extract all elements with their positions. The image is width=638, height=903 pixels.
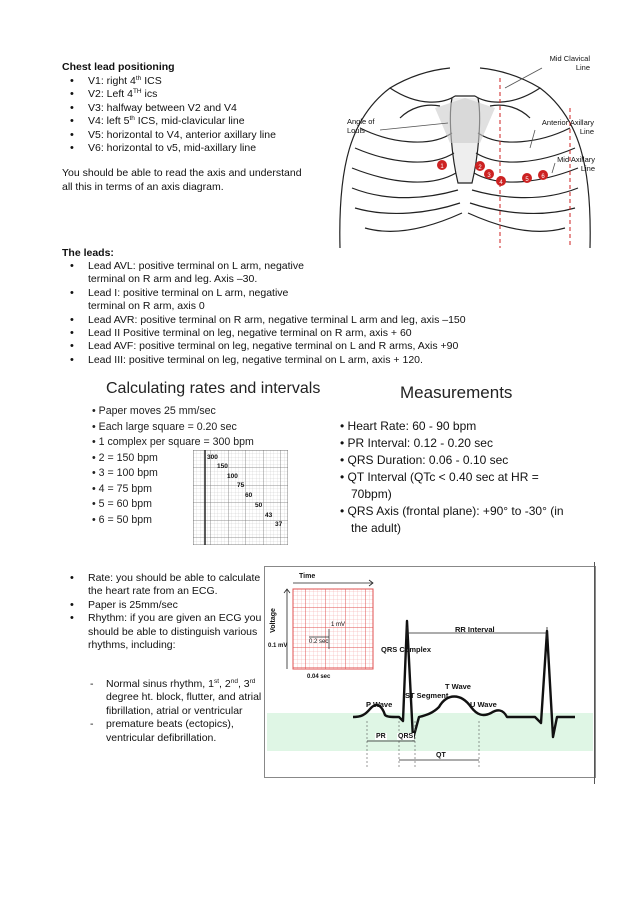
ecg-qrs-complex-label: QRS Complex [381, 645, 432, 654]
measurements-title: Measurements [400, 383, 513, 402]
ecg-svg [265, 567, 595, 777]
electrode-label: 6 [541, 174, 545, 180]
chest-diagram [330, 48, 600, 248]
bottom-item-rhythm: • Rhythm: if you are given an ECG you should be able to distinguish various rhythms, including: [62, 612, 262, 652]
ecg-time-label: Time [299, 573, 316, 580]
rates-title: Calculating rates and intervals [106, 380, 321, 397]
ecg-01mv-label: 0.1 mV [268, 643, 288, 649]
rhythm-sub-1: - Normal sinus rhythm, 1st, 2nd, 3rd degree ht. block, flutter, and atrial fibrillation, atrial or ventricular [88, 678, 268, 718]
measurements-list [340, 418, 570, 537]
rates-item: • Each large square = 0.20 sec [92, 420, 237, 433]
ecg-004sec-label: 0.04 sec [307, 674, 331, 680]
rate-grid [193, 450, 288, 545]
ecg-1mv-label: 1 mV [331, 622, 346, 628]
measurement-item: • QRS Axis (frontal plane): +90° to -30° (in the adult) [340, 504, 564, 535]
rates-item: • 1 complex per square = 300 bpm [92, 436, 254, 448]
chest-item-v3: • V3: halfway between V2 and V4 [62, 102, 362, 115]
rates-item: • 2 = 150 bpm [92, 451, 158, 464]
measurement-item: • Heart Rate: 60 - 90 bpm [340, 419, 477, 433]
chest-heading: Chest lead positioning [62, 61, 175, 73]
rates-item: • 3 = 100 bpm [92, 467, 158, 479]
axis-note: You should be able to read the axis and understand all this in terms of an axis diagram. [62, 167, 302, 193]
rates-item: • 4 = 75 bpm [92, 482, 152, 495]
ecg-voltage-label: Voltage [269, 608, 277, 633]
ecg-02sec-label: 0.2 sec [309, 639, 329, 645]
ecg-u-wave-label: U Wave [470, 700, 497, 709]
electrode-label: 1 [440, 164, 444, 170]
rates-item: • Paper moves 25 mm/sec [92, 405, 216, 417]
label-anterior-axillary: Anterior Axillary Line [541, 118, 594, 136]
rates-item: • 5 = 60 bpm [92, 498, 152, 510]
grid-label: 50 [255, 502, 263, 509]
grid-label: 75 [237, 482, 245, 489]
ecg-qt-label: QT [436, 752, 446, 759]
chest-item-v1: • V1: right 4th ICS [62, 75, 362, 88]
electrode-label: 2 [478, 165, 482, 171]
lead-avf: • Lead AVF: positive terminal on leg, negative terminal on L and R arms, Axis +90 [62, 340, 572, 353]
grid-label: 43 [265, 512, 273, 519]
chest-item-v6: • V6: horizontal to v5, mid-axillary line [62, 142, 362, 155]
chest-item-v4: • V4: left 5th ICS, mid-clavicular line [62, 115, 362, 128]
ecg-st-segment-label: ST Segment [405, 691, 449, 700]
chest-item-v5: • V5: horizontal to V4, anterior axillary line [62, 129, 362, 142]
rhythm-sub-2: - premature beats (ectopics), ventricular defibrillation. [88, 718, 268, 745]
electrode-label: 5 [525, 177, 529, 183]
measurement-item: • PR Interval: 0.12 - 0.20 sec [340, 436, 493, 450]
grid-label: 100 [227, 473, 238, 480]
electrode-label: 4 [499, 180, 503, 186]
lead-i: • Lead I: positive terminal on L arm, negative terminal on R arm, axis 0 [62, 287, 318, 314]
grid-label: 150 [217, 463, 228, 470]
chest-section [62, 61, 362, 155]
chest-list [62, 75, 362, 155]
label-mid-clavicular: Mid Clavical Line [549, 54, 590, 72]
measurement-item: • QT Interval (QTc < 0.40 sec at HR = 70bpm) [340, 470, 539, 501]
grid-label: 60 [245, 492, 253, 499]
measurement-item: • QRS Duration: 0.06 - 0.10 sec [340, 453, 509, 467]
chest-item-v2: • V2: Left 4TH ics [62, 88, 362, 101]
ecg-p-wave-label: P Wave [366, 700, 393, 709]
rate-grid-svg [193, 450, 288, 545]
label-angle-of-louis: Angle of Louis [347, 117, 375, 135]
leads-list [62, 260, 572, 367]
ecg-t-wave-label: T Wave [445, 682, 471, 691]
grid-label: 300 [207, 454, 218, 461]
electrode-label: 3 [487, 173, 491, 179]
bottom-list [62, 572, 262, 652]
ecg-diagram [264, 566, 596, 778]
lead-ii: • Lead II Positive terminal on leg, negative terminal on R arm, axis + 60 [62, 327, 572, 340]
ecg-rr-label: RR Interval [455, 625, 495, 634]
chest-diagram-svg [330, 48, 600, 248]
lead-avl: • Lead AVL: positive terminal on L arm, negative terminal on R arm and leg. Axis –30. [62, 260, 332, 287]
label-mid-axillary: Mid Axillary Line [557, 155, 595, 173]
bottom-item-paper: • Paper is 25mm/sec [62, 599, 262, 612]
ecg-qrs-label: QRS [398, 733, 414, 740]
lead-iii: • Lead III: positive terminal on leg, negative terminal on L arm, axis + 120. [62, 354, 572, 367]
lead-avr: • Lead AVR: positive terminal on R arm, negative terminal L arm and leg, axis –150 [62, 314, 572, 327]
ecg-side-line [594, 562, 595, 784]
leads-heading: The leads: [62, 247, 114, 259]
bottom-item-rate: • Rate: you should be able to calculate the heart rate from an ECG. [62, 572, 262, 599]
grid-label: 37 [275, 521, 283, 528]
rates-item: • 6 = 50 bpm [92, 513, 152, 526]
rhythm-sublist [88, 678, 268, 745]
ecg-pr-label: PR [376, 733, 386, 740]
